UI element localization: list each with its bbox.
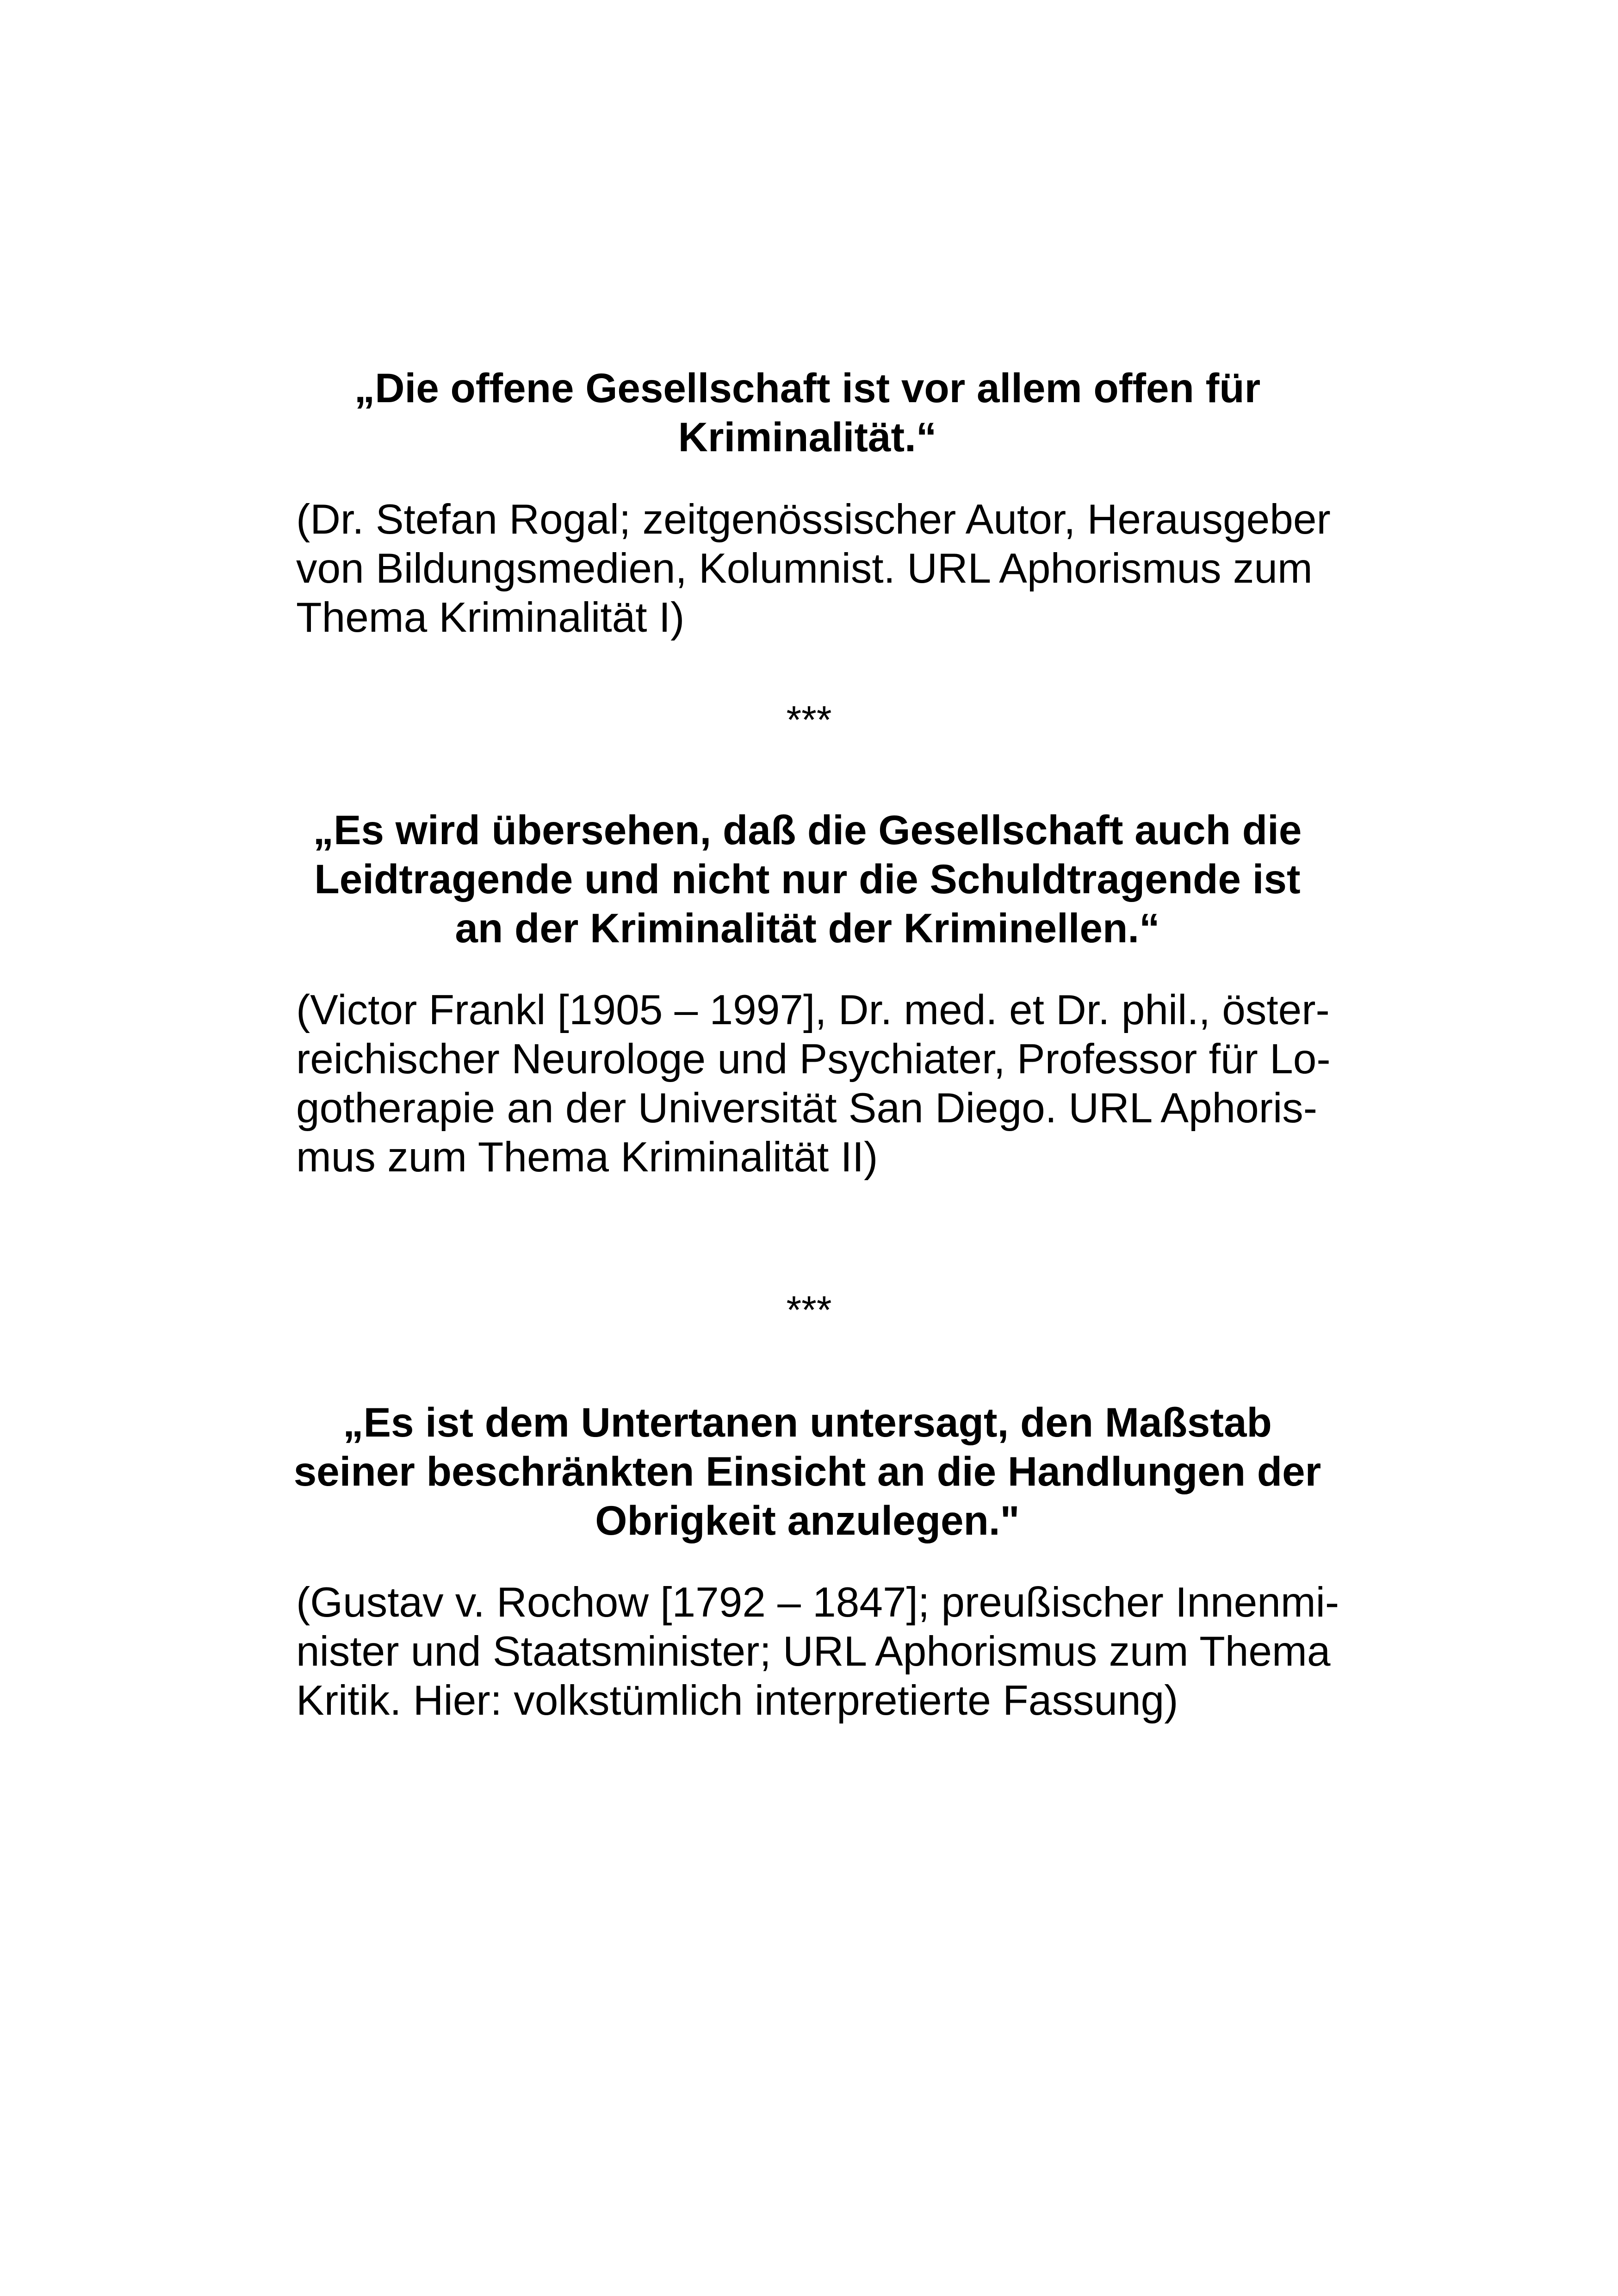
quote-3-line-1: „Es ist dem Untertanen untersagt, den Maßstab: [343, 1399, 1272, 1445]
quote-2: [259, 805, 1356, 952]
quote-1-line-2: Kriminalität.“: [678, 414, 937, 460]
quote-2-source-line-4: mus zum Thema Kriminalität II): [296, 1134, 878, 1181]
quote-2-source-line-2: reichischer Neurologe und Psychiater, Professor für Lo-: [296, 1036, 1331, 1083]
quote-1-source: [296, 495, 1360, 642]
quote-3-line-2: seiner beschränkten Einsicht an die Handlungen der: [293, 1448, 1321, 1494]
quote-3-source: [296, 1578, 1360, 1725]
quote-3-source-line-1: (Gustav v. Rochow [1792 – 1847]; preußischer Innenmi-: [296, 1579, 1339, 1626]
quote-1-source-line-3: Thema Kriminalität I): [296, 594, 685, 641]
quote-1-source-line-1: (Dr. Stefan Rogal; zeitgenössischer Autor, Herausgeber: [296, 496, 1331, 543]
quote-3-source-line-2: nister und Staatsminister; URL Aphorismus zum Thema: [296, 1628, 1331, 1675]
quote-2-line-2: Leidtragende und nicht nur die Schuldtragende ist: [314, 856, 1301, 902]
separator-2: ***: [786, 1288, 832, 1332]
quote-1-source-line-2: von Bildungsmedien, Kolumnist. URL Aphorismus zum: [296, 545, 1313, 592]
quote-1: [259, 363, 1356, 461]
quote-2-source-line-3: gotherapie an der Universität San Diego. URL Aphoris-: [296, 1085, 1318, 1132]
quote-2-line-3: an der Kriminalität der Kriminellen.“: [455, 905, 1160, 951]
separator-1: ***: [786, 698, 832, 741]
quote-2-source: [296, 986, 1360, 1182]
quote-3: [259, 1398, 1356, 1545]
quote-3-source-line-3: Kritik. Hier: volkstümlich interpretierte Fassung): [296, 1677, 1178, 1724]
quote-3-line-3: Obrigkeit anzulegen.": [595, 1497, 1020, 1543]
quote-2-line-1: „Es wird übersehen, daß die Gesellschaft auch die: [313, 807, 1302, 853]
quote-1-line-1: „Die offene Gesellschaft ist vor allem offen für: [354, 365, 1261, 411]
quote-2-source-line-1: (Victor Frankl [1905 – 1997], Dr. med. et Dr. phil., öster-: [296, 987, 1330, 1033]
